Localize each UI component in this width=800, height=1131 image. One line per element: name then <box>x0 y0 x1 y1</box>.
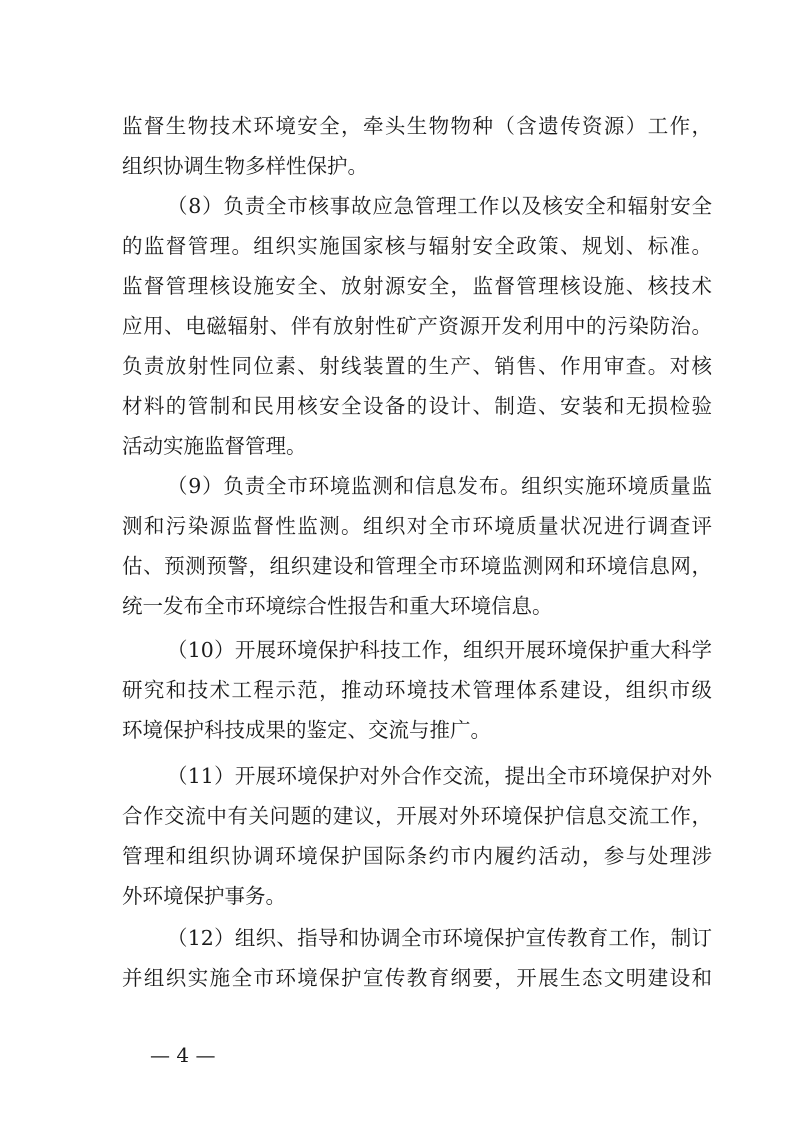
paragraph-12-start: （12）组织、指导和协调全市环境保护宣传教育工作，制订 <box>167 926 712 950</box>
text-line: 监督管理核设施安全、放射源安全，监督管理核设施、核技术 <box>122 274 712 298</box>
paragraph-11-start: （11）开展环境保护对外合作交流，提出全市环境保护对外 <box>167 764 712 788</box>
text-line: 管理和组织协调环境保护国际条约市内履约活动，参与处理涉 <box>122 844 712 868</box>
paragraph-9-start: （9）负责全市环境监测和信息发布。组织实施环境质量监 <box>167 474 712 498</box>
text-line: 环境保护科技成果的鉴定、交流与推广。 <box>122 718 491 742</box>
text-line: 外环境保护事务。 <box>122 884 286 908</box>
text-line: 测和污染源监督性监测。组织对全市环境质量状况进行调查评 <box>122 514 712 538</box>
text-line: 材料的管制和民用核安全设备的设计、制造、安装和无损检验 <box>122 394 712 418</box>
text-line: 组织协调生物多样性保护。 <box>122 154 368 178</box>
text-line: 活动实施监督管理。 <box>122 434 307 458</box>
text-line: 估、预测预警，组织建设和管理全市环境监测网和环境信息网， <box>122 554 712 578</box>
text-line: 统一发布全市环境综合性报告和重大环境信息。 <box>122 594 553 618</box>
text-line: 应用、电磁辐射、伴有放射性矿产资源开发利用中的污染防治。 <box>122 314 712 338</box>
paragraph-8-start: （8）负责全市核事故应急管理工作以及核安全和辐射安全 <box>167 194 712 218</box>
paragraph-10-start: （10）开展环境保护科技工作，组织开展环境保护重大科学 <box>167 638 712 662</box>
page-number: — 4 — <box>150 1043 216 1067</box>
text-line: 合作交流中有关问题的建议，开展对外环境保护信息交流工作， <box>122 804 712 828</box>
text-line: 负责放射性同位素、射线装置的生产、销售、作用审查。对核 <box>122 354 712 378</box>
text-line: 监督生物技术环境安全，牵头生物物种（含遗传资源）工作， <box>122 114 712 138</box>
text-line: 的监督管理。组织实施国家核与辐射安全政策、规划、标准。 <box>122 234 712 258</box>
text-line: 研究和技术工程示范，推动环境技术管理体系建设，组织市级 <box>122 678 712 702</box>
text-line: 并组织实施全市环境保护宣传教育纲要，开展生态文明建设和 <box>122 966 712 990</box>
